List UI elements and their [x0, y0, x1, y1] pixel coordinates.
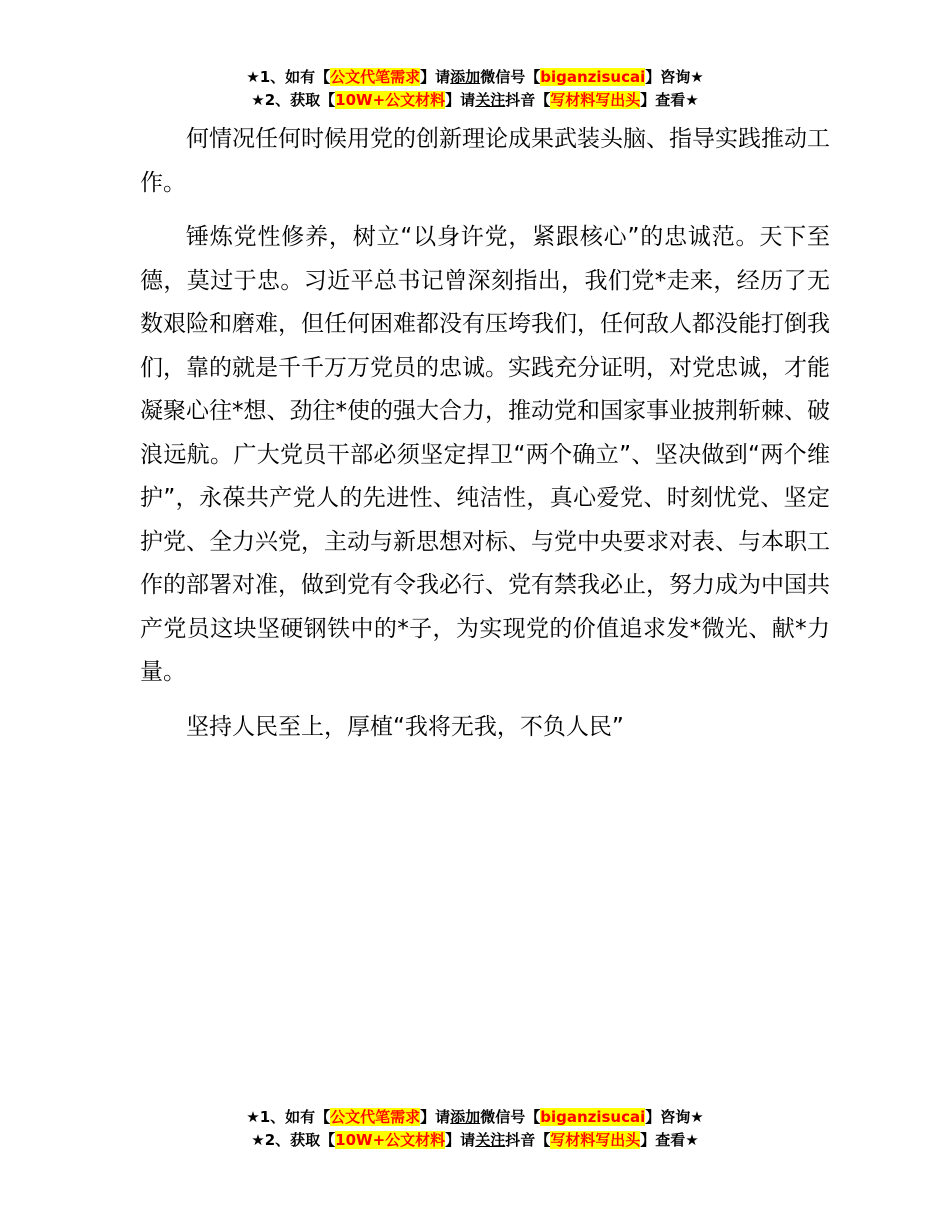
star-icon: ★ — [690, 68, 704, 86]
banner-text: 1、如有【 — [259, 68, 331, 86]
star-icon: ★ — [246, 68, 260, 86]
header-banner — [0, 66, 950, 112]
banner-highlight: 10W+公文材料 — [335, 1131, 446, 1149]
star-icon: ★ — [246, 1108, 260, 1126]
banner-text: 2、获取【 — [264, 91, 336, 109]
banner-text: 】查看 — [640, 1131, 686, 1149]
banner-underline: 添加 — [450, 68, 481, 86]
paragraph: 何情况任何时候用党的创新理论成果武装头脑、指导实践推动工作。 — [140, 126, 830, 196]
banner-highlight: 写材料写出头 — [550, 91, 641, 109]
star-icon: ★ — [685, 1131, 699, 1149]
banner-text: 】请 — [445, 1131, 476, 1149]
banner-highlight: 写材料写出头 — [550, 1131, 641, 1149]
banner-line-1 — [0, 1106, 950, 1129]
banner-underline: 添加 — [450, 1108, 481, 1126]
banner-line-1 — [0, 66, 950, 89]
banner-highlight: 公文代笔需求 — [330, 1108, 421, 1126]
banner-text: 】查看 — [640, 91, 686, 109]
document-body — [140, 118, 830, 760]
banner-text: 2、获取【 — [264, 1131, 336, 1149]
banner-text: 抖音【 — [505, 1131, 551, 1149]
banner-text: 】咨询 — [645, 1108, 691, 1126]
banner-highlight: biganzisucai — [540, 1108, 646, 1126]
banner-line-2 — [0, 89, 950, 112]
star-icon: ★ — [251, 91, 265, 109]
banner-underline: 关注 — [475, 91, 506, 109]
paragraph: 锤炼党性修养，树立“以身许党，紧跟核心”的忠诚范。天下至德，莫过于忠。习近平总书记曾深刻指出，我们党*走来，经历了无数艰险和磨难，但任何困难都没有压垮我们，任何敌人都没能打倒我们，靠的就是千千万万党员的忠诚。实践充分证明，对党忠诚，才能凝聚心往*想、劲往*使的强大合力，推动党和国家事业披荆斩棘、破浪远航。广大党员干部必须坚定捍卫“两个确立”、坚决做到“两个维护”，永葆共产党人的先进性、纯洁性，真心爱党、时刻忧党、坚定护党、全力兴党，主动与新思想对标、与党中央要求对表、与本职工作的部署对准，做到党有令我必行、党有禁我必止，努力成为中国共产党员这块坚硬钢铁中的*子，为实现党的价值追求发*微光、献*力量。 — [140, 224, 830, 685]
banner-highlight: biganzisucai — [540, 68, 646, 86]
banner-text: 】咨询 — [645, 68, 691, 86]
banner-text: 1、如有【 — [259, 1108, 331, 1126]
banner-text: 】请 — [420, 68, 451, 86]
footer-banner — [0, 1106, 950, 1152]
banner-text: 微信号【 — [480, 68, 541, 86]
banner-highlight: 公文代笔需求 — [330, 68, 421, 86]
banner-text: 抖音【 — [505, 91, 551, 109]
star-icon: ★ — [690, 1108, 704, 1126]
star-icon: ★ — [685, 91, 699, 109]
banner-highlight: 10W+公文材料 — [335, 91, 446, 109]
banner-line-2 — [0, 1129, 950, 1152]
banner-text: 】请 — [445, 91, 476, 109]
banner-text: 】请 — [420, 1108, 451, 1126]
banner-underline: 关注 — [475, 1131, 506, 1149]
banner-text: 微信号【 — [480, 1108, 541, 1126]
star-icon: ★ — [251, 1131, 265, 1149]
paragraph: 坚持人民至上，厚植“我将无我，不负人民” — [186, 713, 624, 740]
